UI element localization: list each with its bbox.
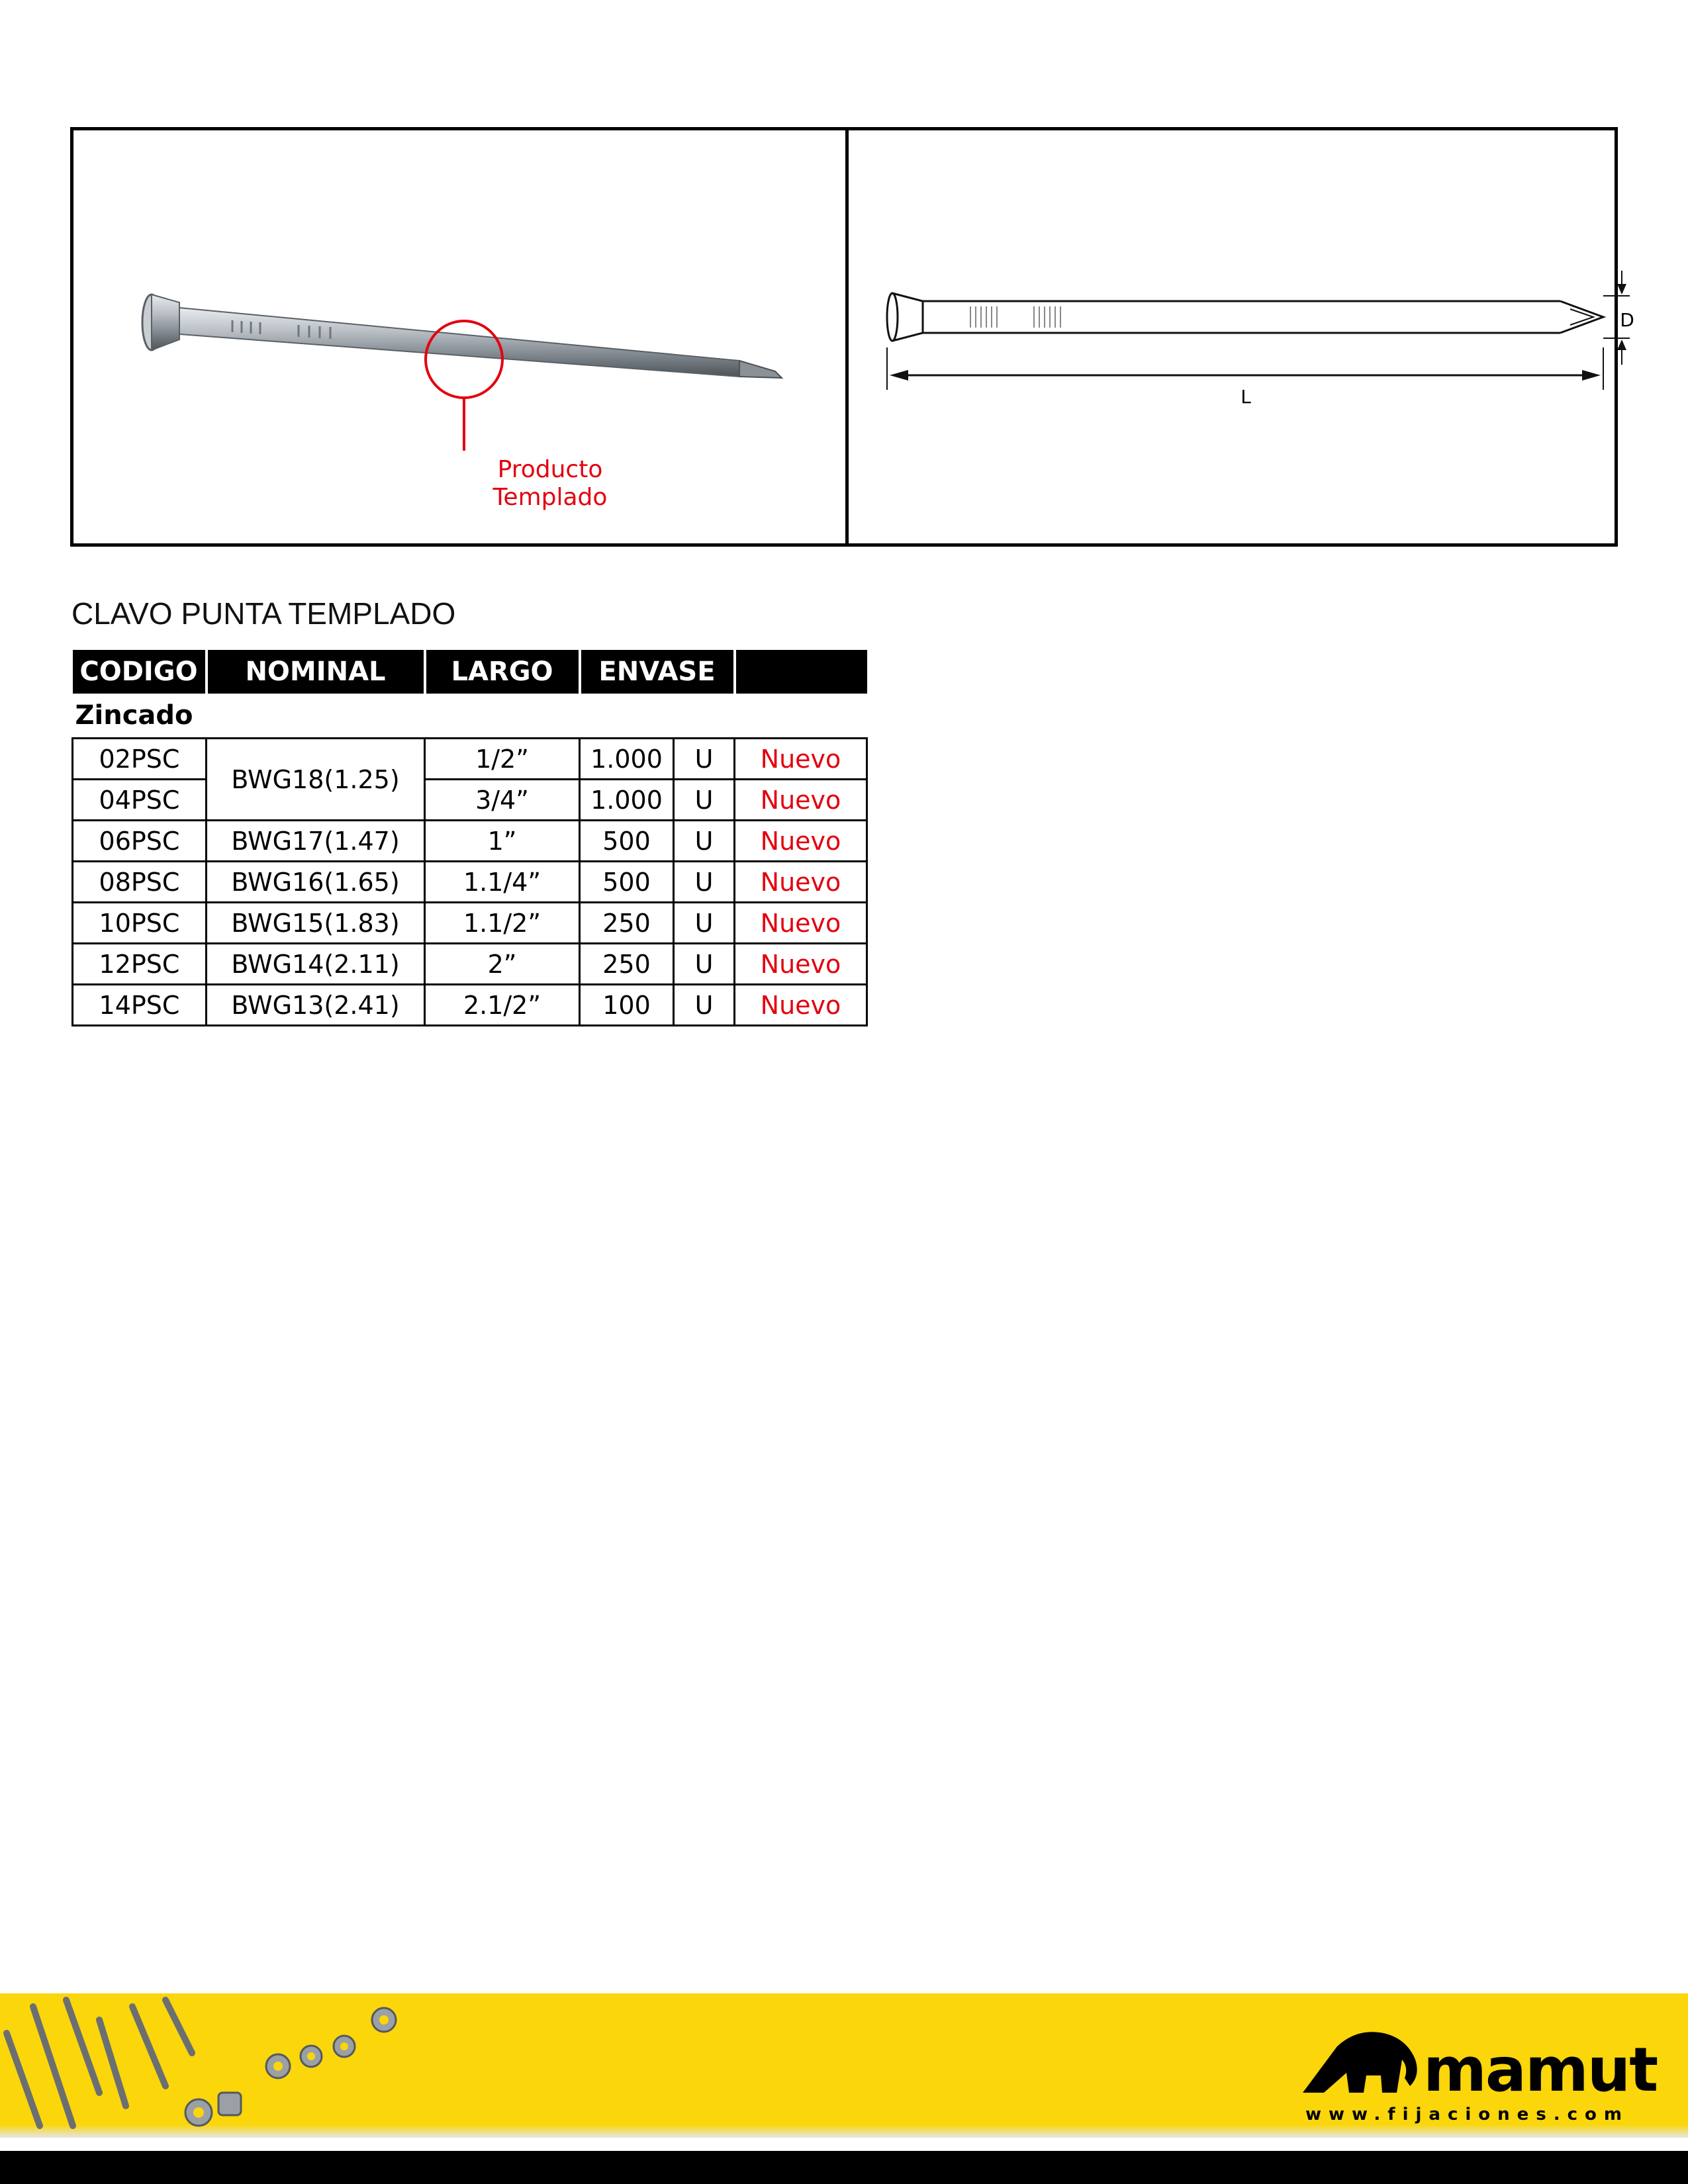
- header-envase: ENVASE: [580, 650, 735, 694]
- length-label: L: [1241, 386, 1251, 408]
- brand-website: www.fijaciones.com: [1305, 2105, 1630, 2124]
- cell-largo: 1.1/2”: [425, 903, 580, 944]
- cell-envase: 500: [580, 821, 674, 862]
- cell-codigo: 14PSC: [73, 985, 207, 1026]
- nail-technical-drawing: [849, 130, 1634, 543]
- cell-nominal: BWG14(2.11): [207, 944, 425, 985]
- table-row: [73, 780, 867, 821]
- cell-estado: Nuevo: [735, 780, 867, 821]
- table-row: [73, 821, 867, 862]
- cell-unidad: U: [674, 944, 735, 985]
- cell-largo: 3/4”: [425, 780, 580, 821]
- group-label: Zincado: [75, 700, 193, 731]
- diameter-label: D: [1620, 309, 1634, 331]
- cell-codigo: 04PSC: [73, 780, 207, 821]
- table-row: [73, 944, 867, 985]
- cell-codigo: 02PSC: [73, 739, 207, 780]
- header-status: [735, 650, 867, 694]
- cell-largo: 2.1/2”: [425, 985, 580, 1026]
- cell-estado: Nuevo: [735, 985, 867, 1026]
- cell-codigo: 06PSC: [73, 821, 207, 862]
- cell-envase: 250: [580, 903, 674, 944]
- cell-nominal: BWG17(1.47): [207, 821, 425, 862]
- header-nominal: NOMINAL: [207, 650, 425, 694]
- cell-codigo: 12PSC: [73, 944, 207, 985]
- cell-envase: 1.000: [580, 780, 674, 821]
- cell-nominal: BWG18(1.25): [207, 739, 425, 821]
- spec-table: [71, 650, 868, 1026]
- cell-unidad: U: [674, 903, 735, 944]
- product-image-panel: [70, 127, 1634, 547]
- mamut-logo: [1297, 2012, 1658, 2124]
- table-row: [73, 862, 867, 903]
- cell-codigo: 10PSC: [73, 903, 207, 944]
- cell-unidad: U: [674, 862, 735, 903]
- cell-envase: 250: [580, 944, 674, 985]
- cell-estado: Nuevo: [735, 862, 867, 903]
- cell-unidad: U: [674, 739, 735, 780]
- product-title: CLAVO PUNTA TEMPLADO: [71, 596, 456, 631]
- cell-unidad: U: [674, 985, 735, 1026]
- header-codigo: CODIGO: [73, 650, 207, 694]
- cell-largo: 2”: [425, 944, 580, 985]
- cell-estado: Nuevo: [735, 739, 867, 780]
- footer-bar: [0, 2151, 1688, 2184]
- cell-estado: Nuevo: [735, 821, 867, 862]
- cell-largo: 1.1/4”: [425, 862, 580, 903]
- cell-unidad: U: [674, 821, 735, 862]
- header-largo: LARGO: [425, 650, 580, 694]
- cell-nominal: BWG15(1.83): [207, 903, 425, 944]
- mammoth-icon: [1297, 2020, 1430, 2099]
- callout-line-1: Producto: [497, 456, 603, 483]
- tempered-callout: [444, 456, 656, 512]
- cell-unidad: U: [674, 780, 735, 821]
- cell-largo: 1”: [425, 821, 580, 862]
- cell-envase: 1.000: [580, 739, 674, 780]
- callout-line-2: Templado: [492, 484, 608, 511]
- table-header-row: [73, 650, 867, 694]
- cell-estado: Nuevo: [735, 944, 867, 985]
- table-row: [73, 903, 867, 944]
- cell-nominal: BWG13(2.41): [207, 985, 425, 1026]
- cell-envase: 100: [580, 985, 674, 1026]
- brand-name: mamut: [1423, 2034, 1658, 2105]
- cell-nominal: BWG16(1.65): [207, 862, 425, 903]
- cell-largo: 1/2”: [425, 739, 580, 780]
- cell-envase: 500: [580, 862, 674, 903]
- cell-codigo: 08PSC: [73, 862, 207, 903]
- table-row: [73, 739, 867, 780]
- cell-estado: Nuevo: [735, 903, 867, 944]
- hardware-collage-image: [0, 1993, 424, 2136]
- table-row: [73, 985, 867, 1026]
